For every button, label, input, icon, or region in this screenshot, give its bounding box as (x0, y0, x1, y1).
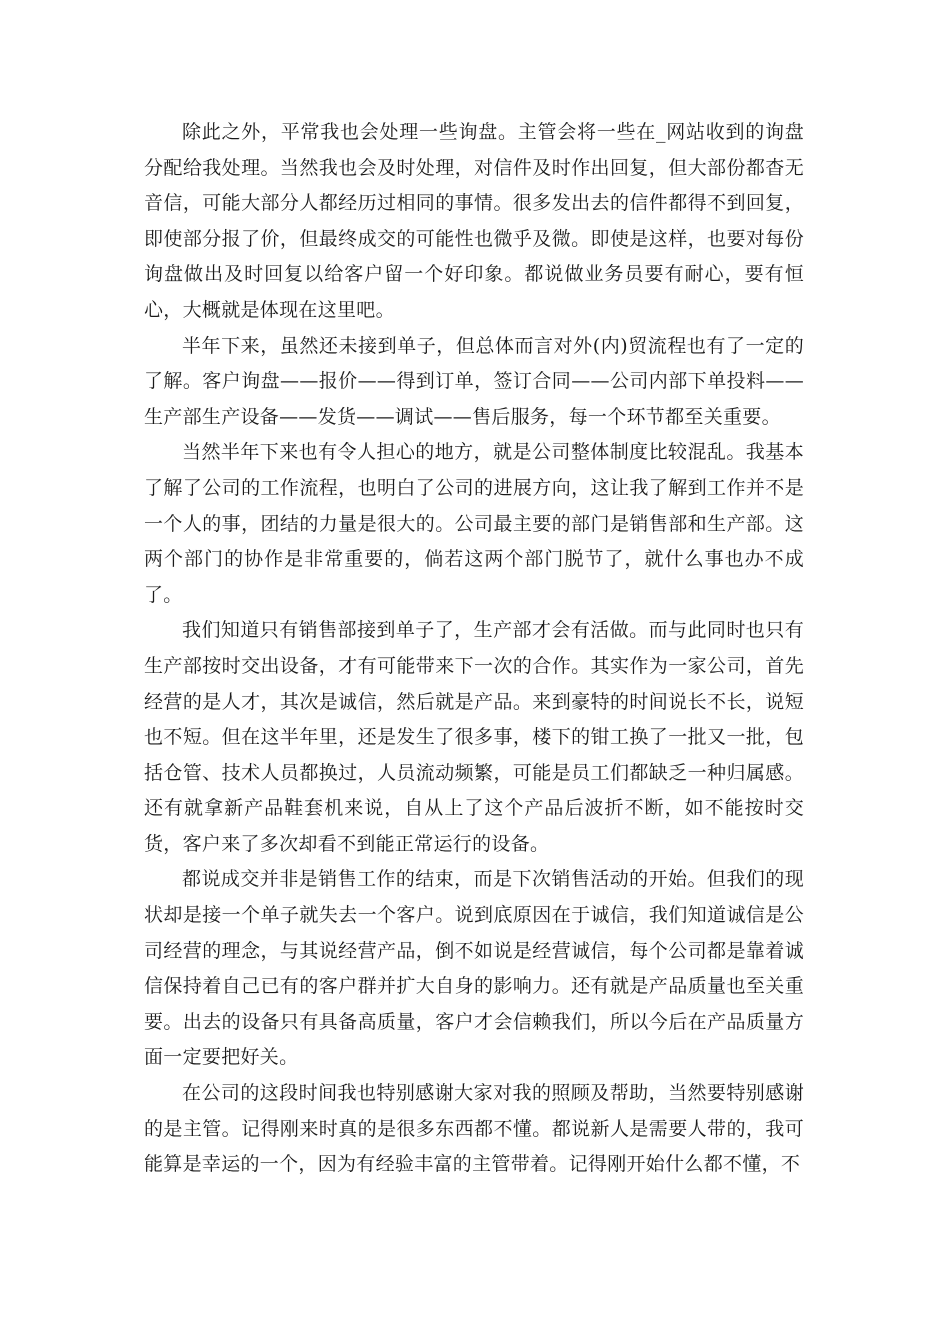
paragraph-gratitude: 在公司的这段时间我也特别感谢大家对我的照顾及帮助，当然要特别感谢的是主管。记得刚来时真的是很多东西都不懂。都说新人是需要人带的，我可能算是幸运的一个，因为有经验丰富的主管带着。记得刚开始什么都不懂，不 (144, 1082, 804, 1176)
paragraph-sales-production: 我们知道只有销售部接到单子了，生产部才会有活做。而与此同时也只有生产部按时交出设备，才有可能带来下一次的合作。其实作为一家公司，首先经营的是人才，其次是诚信，然后就是产品。来到豪特的时间说长不长，说短也不短。但在这半年里，还是发生了很多事，楼下的钳工换了一批又一批，包括仓管、技术人员都换过，人员流动频繁，可能是员工们都缺乏一种归属感。还有就拿新产品鞋套机来说，自从上了这个产品后波折不断，如不能按时交货，客户来了多次却看不到能正常运行的设备。 (144, 619, 804, 855)
paragraph-integrity-quality: 都说成交并非是销售工作的结束，而是下次销售活动的开始。但我们的现状却是接一个单子就失去一个客户。说到底原因在于诚信，我们知道诚信是公司经营的理念，与其说经营产品，倒不如说是经营诚信，每个公司都是靠着诚信保持着自己已有的客户群并扩大自身的影响力。还有就是产品质量也至关重要。出去的设备只有具备高质量，客户才会信赖我们，所以今后在产品质量方面一定要把好关。 (144, 868, 804, 1069)
paragraph-company-concerns: 当然半年下来也有令人担心的地方，就是公司整体制度比较混乱。我基本了解了公司的工作流程，也明白了公司的进展方向，这让我了解到工作并不是一个人的事，团结的力量是很大的。公司最主要的部门是销售部和生产部。这两个部门的协作是非常重要的，倘若这两个部门脱节了，就什么事也办不成了。 (144, 441, 804, 606)
document-body (144, 115, 804, 1183)
paragraph-inquiry-handling: 除此之外，平常我也会处理一些询盘。主管会将一些在_网站收到的询盘分配给我处理。当然我也会及时处理，对信件及时作出回复，但大部份都杳无音信，可能大部分人都经历过相同的事情。很多发出去的信件都得不到回复，即使部分报了价，但最终成交的可能性也微乎及微。即使是这样，也要对每份询盘做出及时回复以给客户留一个好印象。都说做业务员要有耐心，要有恒心，大概就是体现在这里吧。 (144, 121, 804, 321)
paragraph-trade-process: 半年下来，虽然还未接到单子，但总体而言对外(内)贸流程也有了一定的了解。客户询盘——报价——得到订单，签订合同——公司内部下单投料——生产部生产设备——发货——调试——售后服务，每一个环节都至关重要。 (144, 334, 804, 428)
